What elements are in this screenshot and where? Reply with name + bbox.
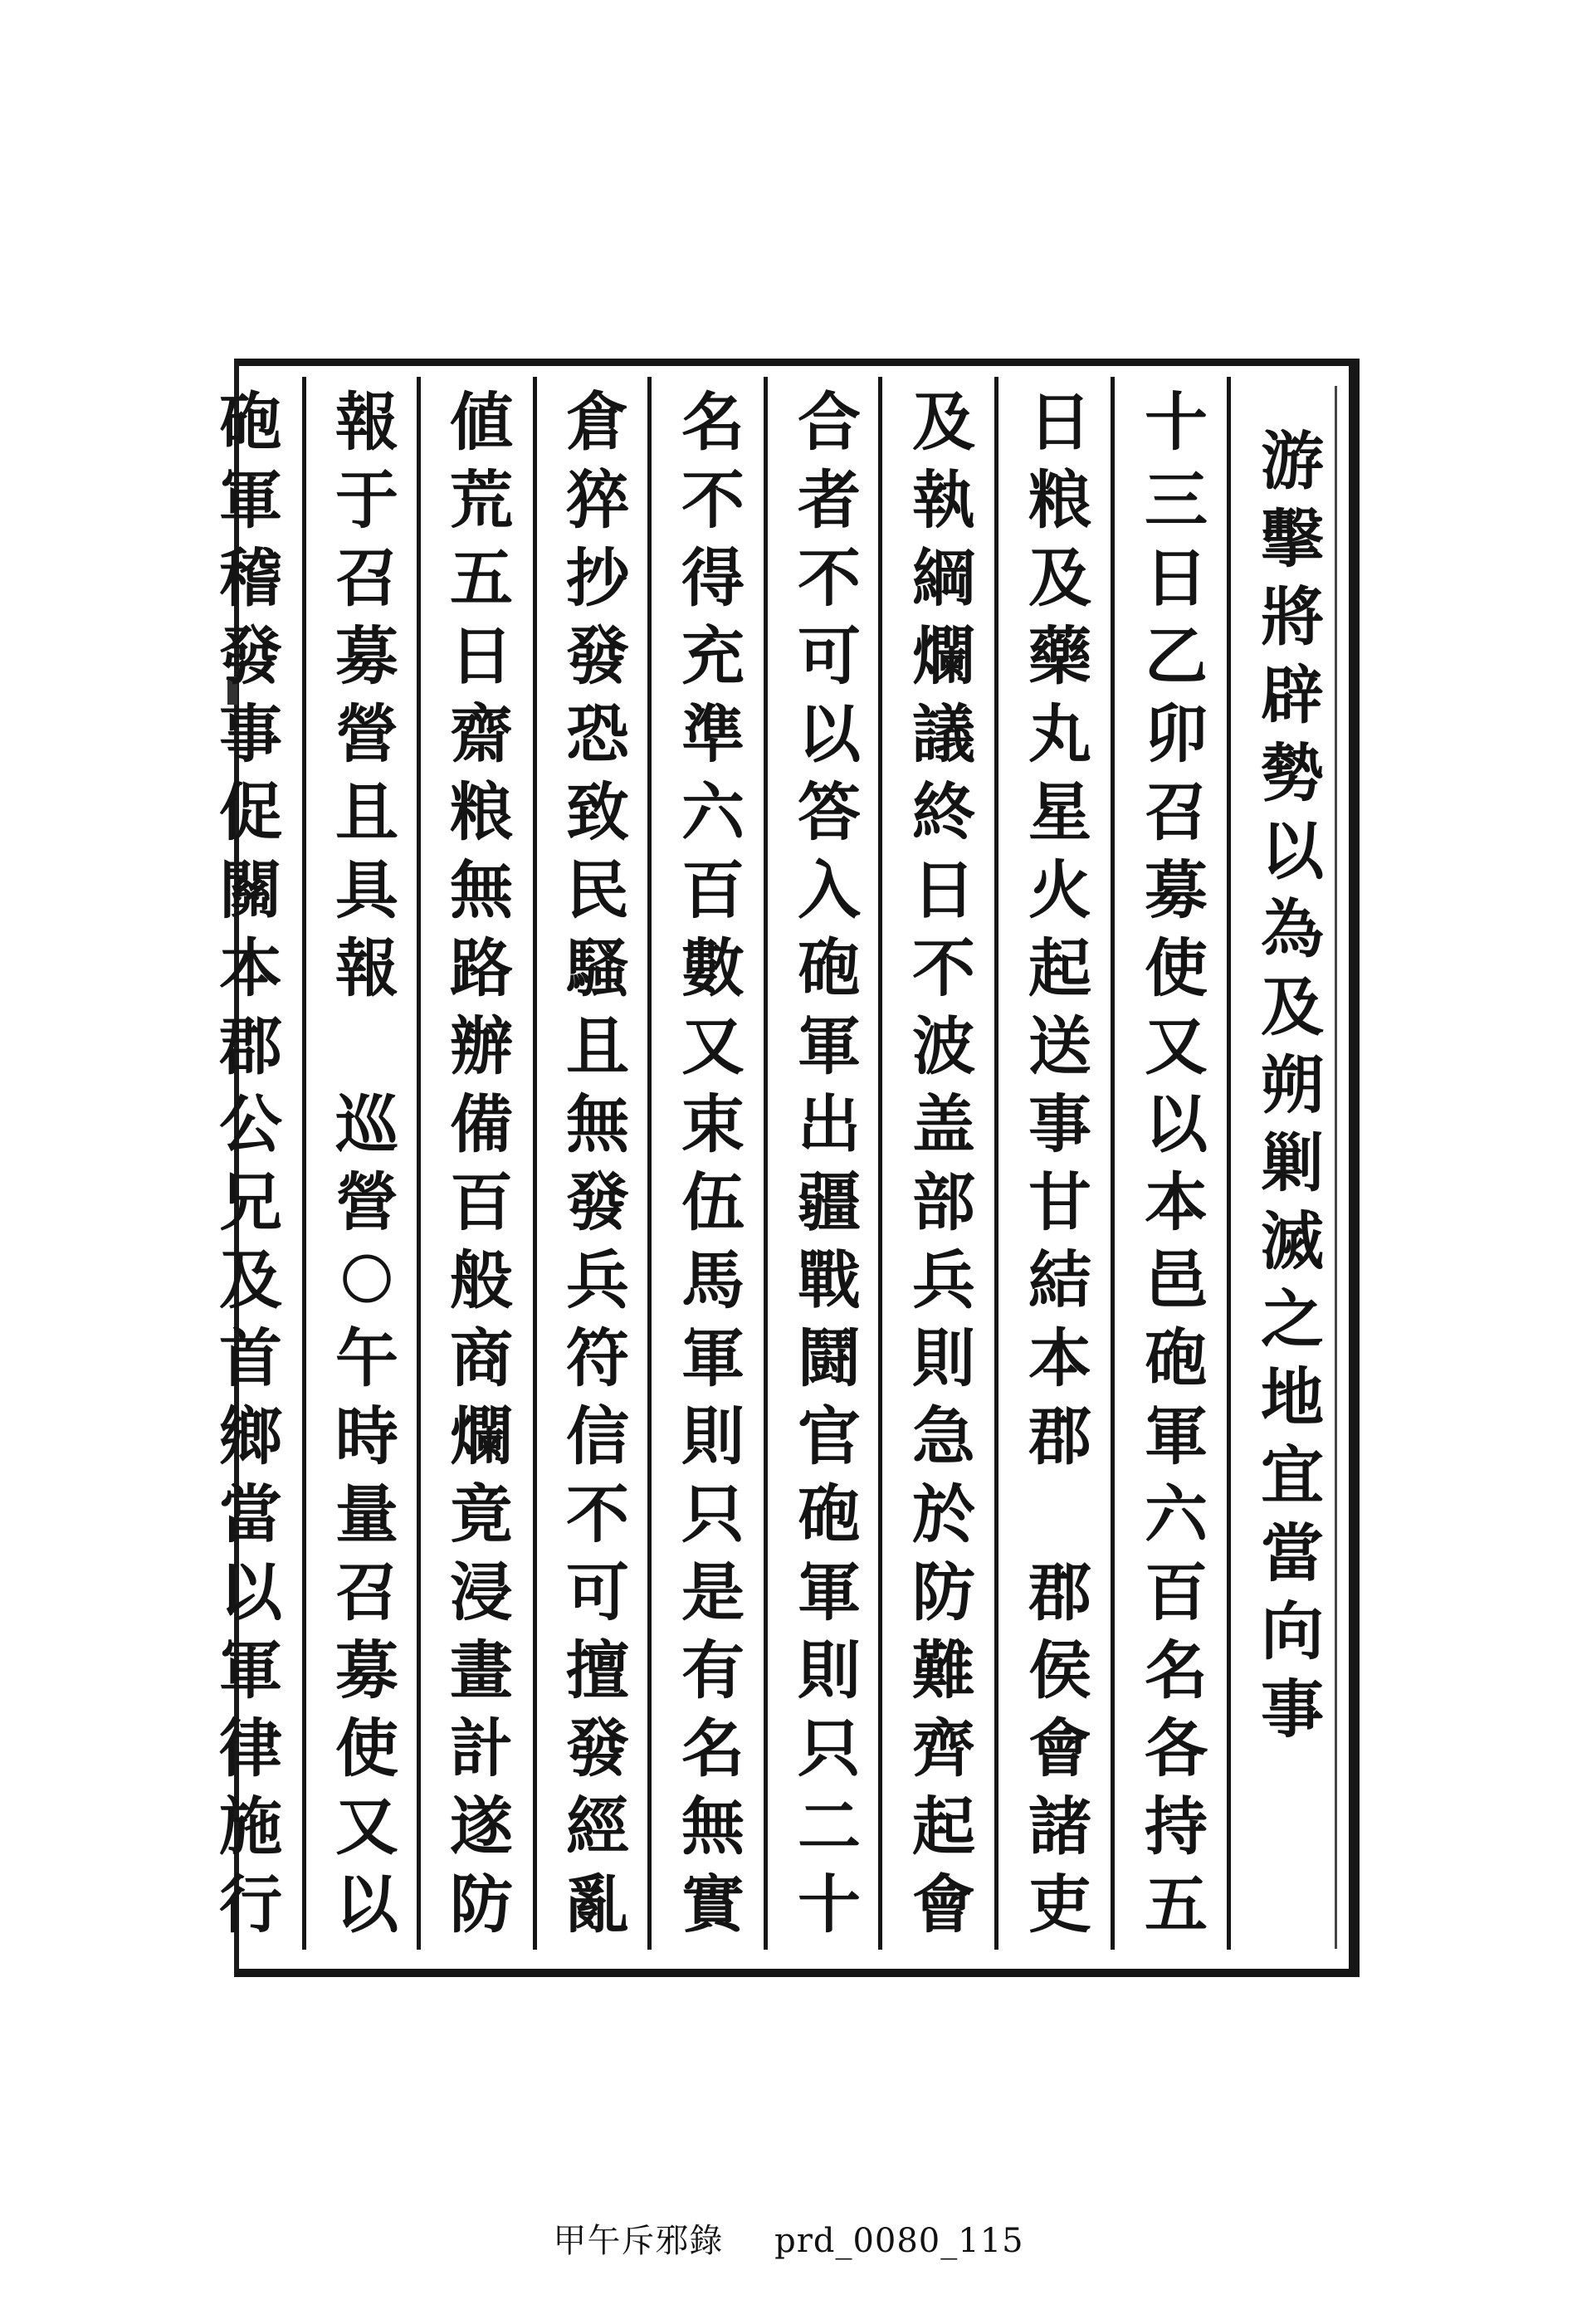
glyph: 荒 [450, 463, 513, 537]
glyph: 於 [912, 1477, 975, 1551]
glyph: 稽 [219, 541, 282, 615]
glyph: 十 [1145, 385, 1208, 459]
glyph: 甘 [1028, 1165, 1091, 1239]
glyph: 丸 [1028, 697, 1091, 771]
glyph: 百 [681, 853, 745, 927]
glyph: 軍 [798, 1009, 861, 1083]
glyph: 當 [1261, 1516, 1324, 1590]
glyph: 軍 [219, 1633, 282, 1707]
glyph: 則 [912, 1321, 975, 1395]
glyph: 致 [566, 775, 629, 849]
glyph: 又 [1145, 1009, 1208, 1083]
text-column [430, 383, 533, 1944]
glyph: 備 [450, 1087, 513, 1161]
glyph: 官 [798, 1399, 861, 1473]
glyph: 又 [681, 1009, 745, 1083]
glyph: 出 [798, 1087, 861, 1161]
glyph: 〇 [340, 1250, 393, 1311]
glyph: 無 [681, 1789, 745, 1863]
text-column [778, 383, 881, 1944]
glyph: 日 [1028, 385, 1091, 459]
glyph: 軍 [798, 1555, 861, 1629]
glyph: 軍 [1145, 1399, 1208, 1473]
glyph: 議 [912, 697, 975, 771]
column-gap [1008, 1476, 1111, 1554]
glyph: 名 [1145, 1633, 1208, 1707]
glyph: 粮 [1028, 463, 1091, 537]
glyph: 不 [912, 931, 975, 1005]
glyph: 午 [335, 1321, 398, 1395]
glyph: 報 [335, 385, 398, 459]
glyph: 兄 [219, 1165, 282, 1239]
glyph: 無 [566, 1087, 629, 1161]
glyph: 部 [912, 1165, 975, 1239]
glyph: 及 [219, 1243, 282, 1317]
glyph: 實 [681, 1868, 745, 1941]
glyph: 日 [1145, 541, 1208, 615]
glyph: 不 [798, 541, 861, 615]
glyph: 營 [335, 1165, 398, 1239]
glyph: 侯 [1028, 1633, 1091, 1707]
book-title: 甲午斥邪錄 [553, 2222, 724, 2260]
glyph: 星 [1028, 775, 1091, 849]
column-tail-text [1008, 1554, 1111, 1944]
glyph: 關 [219, 853, 282, 927]
glyph: 可 [798, 619, 861, 693]
glyph: 計 [450, 1711, 513, 1785]
glyph: 六 [681, 775, 745, 849]
glyph: 地 [1261, 1360, 1324, 1434]
glyph: 朔 [1261, 1048, 1324, 1122]
glyph: 事 [1261, 1672, 1324, 1746]
glyph: 以 [219, 1555, 282, 1629]
glyph: 吏 [1028, 1868, 1091, 1941]
glyph: 擊 [1261, 502, 1324, 576]
glyph: 發 [219, 619, 282, 693]
glyph: 藥 [1028, 619, 1091, 693]
glyph: 急 [912, 1399, 975, 1473]
glyph: 各 [1145, 1711, 1208, 1785]
glyph: 防 [450, 1868, 513, 1941]
glyph: 行 [219, 1868, 282, 1941]
glyph: 于 [335, 463, 398, 537]
glyph: 以 [798, 697, 861, 771]
glyph: 募 [335, 619, 398, 693]
column-text [546, 383, 649, 1944]
glyph: 辦 [450, 1009, 513, 1083]
glyph: 以 [1145, 1087, 1208, 1161]
glyph: 名 [681, 385, 745, 459]
column-text [778, 383, 881, 1944]
glyph: 律 [219, 1711, 282, 1785]
glyph: 波 [912, 1009, 975, 1083]
glyph: 數 [681, 931, 745, 1005]
glyph: 召 [335, 1555, 398, 1629]
glyph: 齋 [450, 697, 513, 771]
glyph: 日 [450, 619, 513, 693]
glyph: 浸 [450, 1555, 513, 1629]
glyph: 只 [798, 1711, 861, 1785]
glyph: 及 [1261, 970, 1324, 1044]
glyph: 齊 [912, 1711, 975, 1785]
glyph: 爛 [450, 1399, 513, 1473]
glyph: 又 [335, 1789, 398, 1863]
column-text [1125, 383, 1228, 1944]
glyph: 召 [1145, 775, 1208, 849]
glyph: 郡 [1028, 1399, 1091, 1473]
glyph: 營 [335, 697, 398, 771]
glyph: 為 [1261, 892, 1324, 966]
glyph: 擅 [566, 1633, 629, 1707]
glyph: 合 [798, 385, 861, 459]
text-column [1125, 383, 1228, 1944]
glyph: 値 [450, 385, 513, 459]
glyph: 名 [681, 1711, 745, 1785]
column-rule [302, 377, 306, 1950]
glyph: 者 [798, 463, 861, 537]
glyph: 兵 [566, 1243, 629, 1317]
glyph: 量 [335, 1477, 398, 1551]
glyph: 事 [219, 697, 282, 771]
column-text [892, 383, 995, 1944]
glyph: 及 [912, 385, 975, 459]
glyph: 竟 [450, 1477, 513, 1551]
glyph: 無 [450, 853, 513, 927]
text-column [1008, 383, 1111, 1944]
glyph: 倉 [566, 385, 629, 459]
glyph: 二 [798, 1789, 861, 1863]
page-code: prd_0080_115 [774, 2222, 1024, 2260]
glyph: 郡 [1028, 1555, 1091, 1629]
glyph: 信 [566, 1399, 629, 1473]
glyph: 報 [335, 931, 398, 1005]
glyph: 滅 [1261, 1204, 1324, 1278]
glyph: 恐 [566, 697, 629, 771]
column-rule [533, 377, 537, 1950]
glyph: 入 [798, 853, 861, 927]
glyph: 且 [335, 775, 398, 849]
glyph: 施 [219, 1789, 282, 1863]
glyph: 疆 [798, 1165, 861, 1239]
column-text [1241, 422, 1344, 1749]
glyph: 首 [219, 1321, 282, 1395]
glyph: 般 [450, 1243, 513, 1317]
glyph: 持 [1145, 1789, 1208, 1863]
glyph: 使 [335, 1711, 398, 1785]
glyph: 剿 [1261, 1126, 1324, 1200]
glyph: 五 [1145, 1868, 1208, 1941]
glyph: 不 [566, 1477, 629, 1551]
glyph: 兵 [912, 1243, 975, 1317]
glyph: 本 [1028, 1321, 1091, 1395]
glyph: 發 [566, 1165, 629, 1239]
glyph: 充 [681, 619, 745, 693]
glyph: 鬪 [798, 1321, 861, 1395]
glyph: 商 [450, 1321, 513, 1395]
glyph: 卯 [1145, 697, 1208, 771]
glyph: 募 [1145, 853, 1208, 927]
glyph: 可 [566, 1555, 629, 1629]
text-column [315, 383, 418, 1944]
glyph: 結 [1028, 1243, 1091, 1317]
glyph: 答 [798, 775, 861, 849]
glyph: 邑 [1145, 1243, 1208, 1317]
glyph: 不 [681, 463, 745, 537]
glyph: 爛 [912, 619, 975, 693]
column-text [430, 383, 533, 1944]
glyph: 之 [1261, 1282, 1324, 1356]
glyph: 執 [912, 463, 975, 537]
glyph: 符 [566, 1321, 629, 1395]
glyph: 砲 [798, 931, 861, 1005]
column-text [199, 383, 302, 1944]
glyph: 準 [681, 697, 745, 771]
glyph: 得 [681, 541, 745, 615]
glyph: 巡 [335, 1087, 398, 1161]
glyph: 將 [1261, 580, 1324, 654]
column-gap [315, 1008, 418, 1086]
glyph: 猝 [566, 463, 629, 537]
glyph: 三 [1145, 463, 1208, 537]
column-text [662, 383, 764, 1944]
glyph: 會 [912, 1868, 975, 1941]
glyph: 五 [450, 541, 513, 615]
glyph: 遂 [450, 1789, 513, 1863]
glyph: 盖 [912, 1087, 975, 1161]
text-column [892, 383, 995, 1944]
glyph: 則 [798, 1633, 861, 1707]
glyph: 辟 [1261, 658, 1324, 732]
glyph: 粮 [450, 775, 513, 849]
column-text [315, 383, 418, 1008]
glyph: 路 [450, 931, 513, 1005]
glyph: 起 [1028, 931, 1091, 1005]
column-tail-text [315, 1086, 418, 1944]
glyph: 發 [566, 619, 629, 693]
glyph: 抄 [566, 541, 629, 615]
glyph: 民 [566, 853, 629, 927]
glyph: 日 [912, 853, 975, 927]
glyph: 具 [335, 853, 398, 927]
glyph: 是 [681, 1555, 745, 1629]
glyph: 送 [1028, 1009, 1091, 1083]
glyph: 馬 [681, 1243, 745, 1317]
glyph: 促 [219, 775, 282, 849]
glyph: 百 [450, 1165, 513, 1239]
glyph: 綱 [912, 541, 975, 615]
glyph: 火 [1028, 853, 1091, 927]
glyph: 本 [1145, 1165, 1208, 1239]
glyph: 及 [1028, 541, 1091, 615]
glyph: 乙 [1145, 619, 1208, 693]
glyph: 當 [219, 1477, 282, 1551]
glyph: 只 [681, 1477, 745, 1551]
glyph: 且 [566, 1009, 629, 1083]
glyph: 亂 [566, 1868, 629, 1941]
glyph: 起 [912, 1789, 975, 1863]
glyph: 軍 [681, 1321, 745, 1395]
page-caption [0, 2214, 1577, 2262]
glyph: 募 [335, 1633, 398, 1707]
text-column [662, 383, 764, 1944]
glyph: 郡 [219, 1009, 282, 1083]
glyph: 防 [912, 1555, 975, 1629]
glyph: 鄉 [219, 1399, 282, 1473]
glyph: 十 [798, 1868, 861, 1941]
glyph: 以 [335, 1868, 398, 1941]
glyph: 本 [219, 931, 282, 1005]
glyph: 六 [1145, 1477, 1208, 1551]
glyph: 終 [912, 775, 975, 849]
glyph: 則 [681, 1399, 745, 1473]
glyph: 束 [681, 1087, 745, 1161]
text-column [546, 383, 649, 1944]
glyph: 經 [566, 1789, 629, 1863]
glyph: 會 [1028, 1711, 1091, 1785]
glyph: 使 [1145, 931, 1208, 1005]
glyph: 以 [1261, 814, 1324, 888]
glyph: 伍 [681, 1165, 745, 1239]
column-text [1008, 383, 1111, 1476]
glyph: 畫 [450, 1633, 513, 1707]
text-column [199, 383, 302, 1944]
glyph: 戰 [798, 1243, 861, 1317]
glyph: 向 [1261, 1594, 1324, 1668]
glyph: 公 [219, 1087, 282, 1161]
glyph: 騷 [566, 931, 629, 1005]
glyph: 有 [681, 1633, 745, 1707]
glyph: 軍 [219, 463, 282, 537]
glyph: 砲 [1145, 1321, 1208, 1395]
glyph: 諸 [1028, 1789, 1091, 1863]
text-column [1241, 422, 1344, 1749]
glyph: 發 [566, 1711, 629, 1785]
glyph: 勢 [1261, 736, 1324, 810]
glyph: 召 [335, 541, 398, 615]
glyph: 砲 [798, 1477, 861, 1551]
glyph: 宜 [1261, 1438, 1324, 1512]
glyph: 百 [1145, 1555, 1208, 1629]
glyph: 時 [335, 1399, 398, 1473]
glyph: 難 [912, 1633, 975, 1707]
glyph: 游 [1261, 424, 1324, 498]
glyph: 事 [1028, 1087, 1091, 1161]
glyph: 砲 [219, 385, 282, 459]
